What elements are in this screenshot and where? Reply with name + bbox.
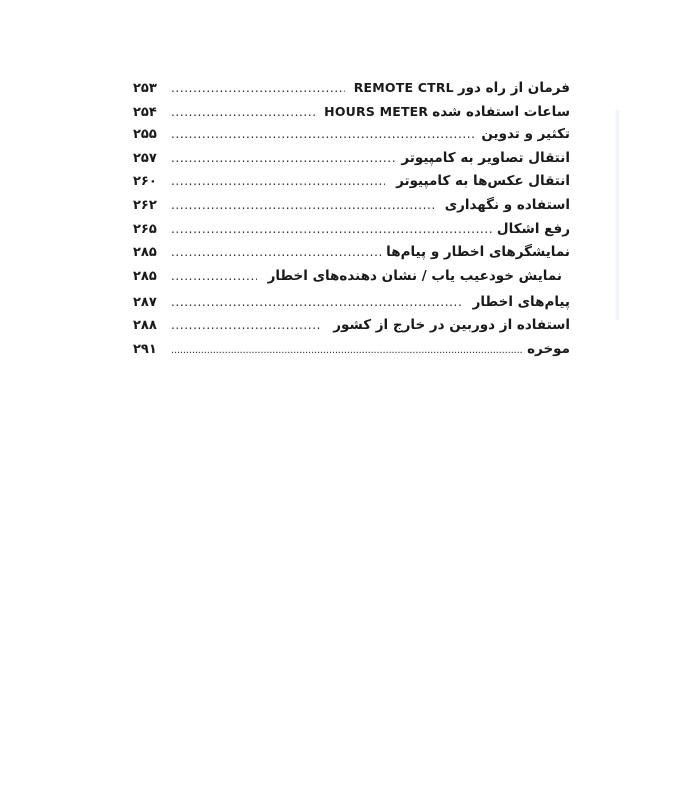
dot-leader [171,265,257,289]
toc-entry-latin-term: HOURS METER [324,103,429,119]
dot-leader [171,194,434,218]
toc-entry-page-number: ۲۵۳ [133,81,157,96]
dot-leader [171,101,315,125]
page-edge-shadow [614,110,620,320]
toc-entry-hours-meter[interactable] [118,100,570,124]
dot-leader [171,170,385,194]
toc-entry-warning-messages[interactable] [118,291,570,315]
toc-entry-use-abroad[interactable] [118,314,570,338]
dot-leader [171,147,396,171]
toc-entry-page-number: ۲۸۵ [133,245,157,261]
toc-entry-page-number: ۲۶۰ [133,174,157,190]
toc-entry-page-number: ۲۶۲ [133,197,157,213]
dot-leader [171,218,492,242]
toc-entry-page-number: ۲۸۵ [133,268,157,284]
toc-entry-title: تکثیر و تدوین [481,126,570,143]
toc-entry-title: انتقال عکس‌ها به کامپیوتر [396,173,570,190]
toc-entry-title: فرمان از راه دورREMOTE CTRL [353,80,570,96]
dot-leader [171,241,381,265]
toc-entry-transfer-images[interactable] [118,147,570,171]
toc-entry-title: استفاده و نگهداری [444,196,570,213]
toc-entry-title: پیام‌های اخطار [472,293,570,310]
toc-entry-transfer-photos[interactable] [118,170,570,194]
toc-entry-title: انتقال تصاویر به کامپیوتر [401,149,570,166]
toc-entry-page-number: ۲۶۵ [133,221,157,237]
toc-entry-warning-indicators[interactable] [118,241,570,265]
dot-leader [171,123,476,147]
toc-entry-use-maintenance[interactable] [118,194,570,218]
toc-entry-epilogue[interactable] [118,338,570,362]
table-of-contents [118,76,570,362]
toc-entry-remote-ctrl[interactable] [118,76,570,100]
toc-entry-self-diagnosis[interactable] [118,265,570,289]
dot-leader [171,291,462,315]
toc-entry-title: ساعات استفاده شدهHOURS METER [324,103,570,120]
toc-entry-latin-term: REMOTE CTRL [353,80,454,95]
toc-entry-page-number: ۲۸۸ [133,318,157,334]
toc-entry-page-number: ۲۵۷ [133,150,157,166]
toc-entry-title: رفع اشکال [496,220,570,237]
toc-entry-title: نمایشگرهای اخطار و پیام‌ها [386,244,570,261]
toc-entry-title: نمایش خودعیب یاب / نشان دهنده‌های اخطار [267,267,562,284]
dot-leader [171,314,322,338]
toc-entry-page-number: ۲۹۱ [133,342,157,358]
toc-entry-page-number: ۲۸۷ [133,294,157,310]
toc-entry-troubleshooting[interactable] [118,218,570,242]
dot-leader [171,339,522,363]
toc-entry-page-number: ۲۵۴ [133,104,157,120]
toc-entry-page-number: ۲۵۵ [133,127,157,143]
toc-entry-dubbing-editing[interactable] [118,123,570,147]
toc-entry-title: موخره [527,341,570,358]
dot-leader [171,77,345,101]
toc-entry-title: استفاده از دوربین در خارج از کشور [333,317,570,334]
